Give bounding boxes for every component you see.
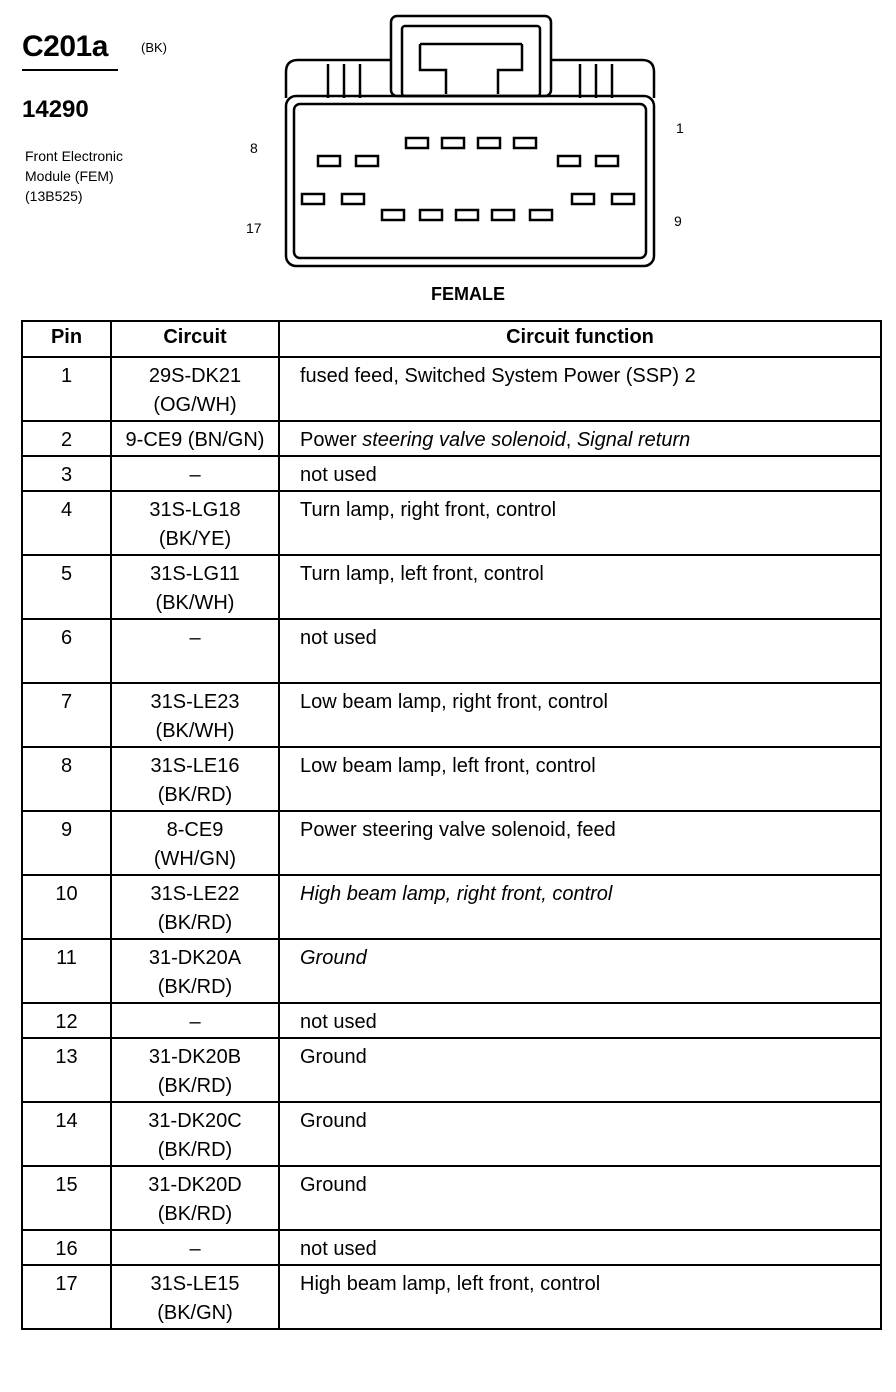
function-text: not used [300,464,377,486]
circuit-line: (BK/RD) [157,784,233,806]
circuit-line: (BK/WH) [155,592,235,614]
circuit-line: (BK/RD) [157,1075,233,1097]
circuit-line: 8-CE9 [166,819,224,841]
circuit-cell [111,1166,279,1230]
pin-label-8: 8 [250,140,258,156]
circuit-line: – [189,627,201,649]
connector-id: C201a [22,30,108,63]
table-row [22,1166,881,1230]
circuit-line: 31-DK20A [148,947,242,969]
circuit-function-cell [279,747,881,811]
circuit-line: 31S-LE16 [150,755,240,777]
description-line: Front Electronic [25,148,124,164]
table-row [22,421,881,456]
table-row [22,1102,881,1166]
circuit-cell [111,421,279,456]
pin-number-cell: 8 [22,747,111,811]
circuit-cell [111,456,279,491]
circuit-function-cell [279,683,881,747]
function-text: Power steering valve solenoid, feed [300,819,616,841]
circuit-function-cell [279,1038,881,1102]
table-header-row [22,321,881,357]
pin-label-17: 17 [246,220,262,236]
circuit-cell [111,491,279,555]
pin-number-cell: 15 [22,1166,111,1230]
circuit-line: (BK/RD) [157,912,233,934]
circuit-line: (BK/WH) [155,720,235,742]
circuit-cell [111,1230,279,1265]
table-row [22,619,881,683]
circuit-line: – [189,1011,201,1033]
pin-number-cell: 7 [22,683,111,747]
circuit-cell [111,555,279,619]
circuit-line: 31S-LE23 [150,691,240,713]
table-row [22,811,881,875]
connector-id-underline [22,69,118,71]
pin-label-9: 9 [674,213,682,229]
function-text: Turn lamp, right front, control [300,499,557,521]
pin-number-cell: 9 [22,811,111,875]
circuit-function-cell [279,555,881,619]
table-row [22,1265,881,1329]
circuit-function-cell [279,619,881,683]
circuit-line: 31S-LG11 [150,563,240,585]
function-text: Turn lamp, left front, control [300,563,544,585]
table-row [22,683,881,747]
circuit-cell [111,875,279,939]
circuit-function-cell [279,875,881,939]
function-text: , [565,429,577,451]
pin-number-cell: 14 [22,1102,111,1166]
column-header-pin: Pin [22,321,111,357]
circuit-function-cell [279,491,881,555]
table-row [22,1230,881,1265]
pin-number-cell: 16 [22,1230,111,1265]
circuit-cell [111,1102,279,1166]
circuit-function-cell [279,811,881,875]
circuit-function-cell [279,357,881,421]
circuit-line: 31S-LE22 [150,883,240,905]
function-text: not used [300,627,377,649]
circuit-function-cell [279,939,881,1003]
circuit-line: 31-DK20D [148,1174,242,1196]
table-row [22,875,881,939]
column-header-circuit: Circuit [111,321,279,357]
table-row [22,456,881,491]
circuit-cell [111,1038,279,1102]
circuit-line: 31-DK20C [148,1110,242,1132]
connector-gender: FEMALE [431,284,505,304]
circuit-function-cell [279,1166,881,1230]
function-text: fused feed, Switched System Power (SSP) 2 [300,365,696,387]
pin-number-cell: 13 [22,1038,111,1102]
circuit-cell [111,1265,279,1329]
pin-number-cell: 5 [22,555,111,619]
pin-table [21,320,882,1330]
function-text: steering valve solenoid [362,429,566,451]
circuit-line: – [189,464,201,486]
circuit-line: (BK/GN) [157,1302,233,1324]
circuit-cell [111,619,279,683]
function-text: Power [300,429,363,451]
circuit-function-cell [279,1102,881,1166]
pin-number-cell: 2 [22,421,111,456]
column-header-function: Circuit function [279,321,881,357]
table-row [22,1003,881,1038]
circuit-cell [111,811,279,875]
function-text: Signal return [576,429,691,451]
function-text: not used [300,1238,377,1260]
table-row [22,1038,881,1102]
circuit-cell [111,1003,279,1038]
component-description [25,146,123,206]
table-row [22,491,881,555]
part-number: 14290 [22,96,89,123]
pin-number-cell: 12 [22,1003,111,1038]
function-text: Low beam lamp, left front, control [300,755,596,777]
function-text: Ground [300,1046,367,1068]
circuit-line: 29S-DK21 [148,365,242,387]
function-text: Ground [300,1174,367,1196]
function-text: not used [300,1011,377,1033]
circuit-line: (WH/GN) [153,848,237,870]
function-text: High beam lamp, right front, control [300,883,613,905]
table-row [22,555,881,619]
pin-number-cell: 6 [22,619,111,683]
circuit-line: (BK/RD) [157,976,233,998]
circuit-line: (BK/YE) [158,528,232,550]
circuit-cell [111,747,279,811]
pin-label-1: 1 [676,120,684,136]
circuit-line: 31-DK20B [148,1046,242,1068]
function-text: Low beam lamp, right front, control [300,691,608,713]
circuit-cell [111,939,279,1003]
circuit-function-cell [279,1265,881,1329]
function-text: High beam lamp, left front, control [300,1273,601,1295]
pin-number-cell: 4 [22,491,111,555]
table-row [22,357,881,421]
circuit-cell [111,357,279,421]
table-row [22,939,881,1003]
connector-face-diagram [280,10,660,274]
pin-number-cell: 1 [22,357,111,421]
circuit-line: 31S-LE15 [150,1273,240,1295]
circuit-line: 31S-LG18 [149,499,241,521]
function-text: Ground [300,947,367,969]
circuit-function-cell [279,421,881,456]
pin-number-cell: 17 [22,1265,111,1329]
circuit-function-cell [279,1003,881,1038]
pin-number-cell: 11 [22,939,111,1003]
circuit-function-cell [279,456,881,491]
description-line: (13B525) [25,188,83,204]
circuit-cell [111,683,279,747]
circuit-line: (BK/RD) [157,1139,233,1161]
circuit-function-cell [279,1230,881,1265]
pin-number-cell: 10 [22,875,111,939]
circuit-line: (OG/WH) [153,394,237,416]
connector-color: (BK) [141,40,167,55]
circuit-line: 9-CE9 (BN/GN) [125,429,265,451]
circuit-line: (BK/RD) [157,1203,233,1225]
circuit-line: – [189,1238,201,1260]
pin-number-cell: 3 [22,456,111,491]
table-row [22,747,881,811]
description-line: Module (FEM) [25,168,114,184]
function-text: Ground [300,1110,367,1132]
